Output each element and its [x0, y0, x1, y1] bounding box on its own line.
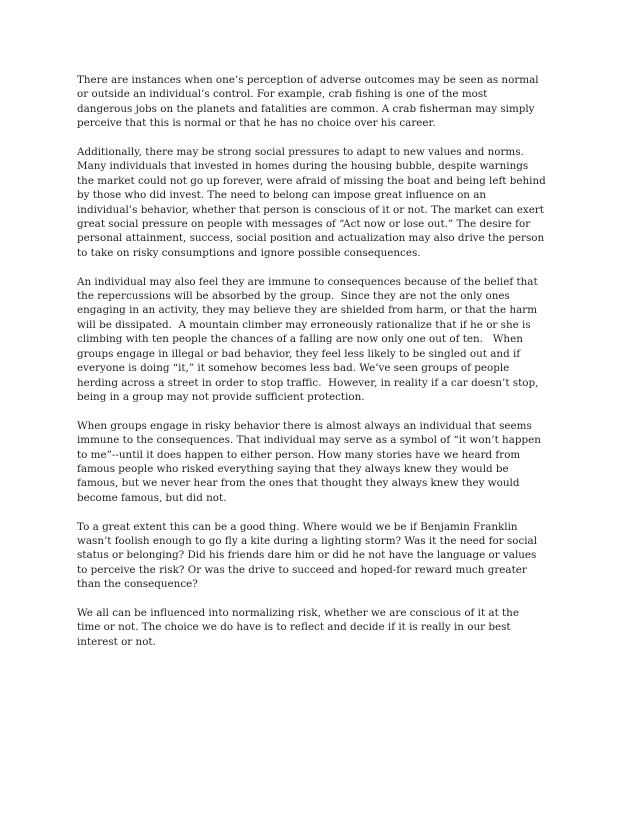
text-line: time or not. The choice we do have is to reflect and decide if it is really in our best [77, 621, 511, 634]
text-line: the repercussions will be absorbed by the group. Since they are not the only ones [77, 290, 510, 303]
text-line: When groups engage in risky behavior there is almost always an individual that seems [77, 419, 532, 432]
text-line: dangerous jobs on the planets and fatalities are common. A crab fisherman may simply [77, 102, 535, 115]
text-line: to take on risky consumptions and ignore possible consequences. [77, 246, 421, 259]
text-line: everyone is doing “it,” it somehow becomes less bad. We’ve seen groups of people [77, 362, 510, 375]
text-line: Many individuals that invested in homes during the housing bubble, despite warnings [77, 160, 529, 173]
text-line: immune to the consequences. That individual may serve as a symbol of “it won’t happen [77, 434, 541, 447]
text-line: individual’s behavior, whether that person is conscious of it or not. The market can exert [77, 203, 544, 216]
paragraph-5 [77, 520, 564, 592]
text-line: to me”--until it does happen to either person. How many stories have we heard from [77, 448, 521, 461]
text-line: by those who did invest. The need to belong can impose great influence on an [77, 189, 487, 202]
text-line: perceive that this is normal or that he has no choice over his career. [77, 117, 436, 130]
text-line: will be dissipated. A mountain climber may erroneously rationalize that if he or she is [77, 318, 531, 331]
text-line: herding across a street in order to stop traffic. However, in reality if a car doesn’t stop, [77, 376, 539, 389]
text-line: There are instances when one’s perception of adverse outcomes may be seen as normal [77, 74, 539, 86]
text-line: to perceive the risk? Or was the drive to succeed and hoped-for reward much greater [77, 563, 527, 576]
text-line: climbing with ten people the chances of a falling are now only one out of ten. When [77, 333, 523, 346]
text-line: become famous, but did not. [77, 491, 227, 504]
paragraph-3 [77, 275, 564, 405]
text-line: interest or not. [77, 635, 156, 648]
text-line: than the consequence? [77, 578, 198, 591]
text-line: groups engage in illegal or bad behavior, they feel less likely to be singled out and if [77, 347, 521, 360]
text-line: the market could not go up forever, were afraid of missing the boat and being left behind [77, 174, 546, 187]
paragraph-4 [77, 419, 564, 505]
document-body [77, 73, 564, 664]
text-line: wasn’t foolish enough to go fly a kite during a lighting storm? Was it the need for social [77, 534, 538, 547]
text-line: being in a group may not provide sufficient protection. [77, 390, 365, 403]
text-line: or outside an individual’s control. For example, crab fishing is one of the most [77, 88, 488, 101]
text-line: famous, but we never hear from the ones that thought they always knew they would [77, 477, 520, 490]
text-line: famous people who risked everything saying that they always knew they would be [77, 462, 509, 475]
text-line: status or belonging? Did his friends dare him or did he not have the language or values [77, 549, 537, 562]
text-line: Additionally, there may be strong social pressures to adapt to new values and norms. [77, 146, 524, 159]
paragraph-6 [77, 606, 564, 649]
paragraph-1 [77, 73, 564, 131]
text-line: engaging in an activity, they may believe they are shielded from harm, or that the harm [77, 304, 538, 317]
text-line: great social pressure on people with messages of “Act now or lose out.” The desire for [77, 218, 531, 231]
text-line: We all can be influenced into normalizing risk, whether we are conscious of it at the [77, 606, 519, 619]
text-line: personal attainment, success, social position and actualization may also drive the person [77, 232, 545, 245]
text-line: To a great extent this can be a good thing. Where would we be if Benjamin Franklin [77, 520, 518, 533]
text-line: An individual may also feel they are immune to consequences because of the belief that [77, 275, 538, 288]
paragraph-2 [77, 145, 564, 260]
